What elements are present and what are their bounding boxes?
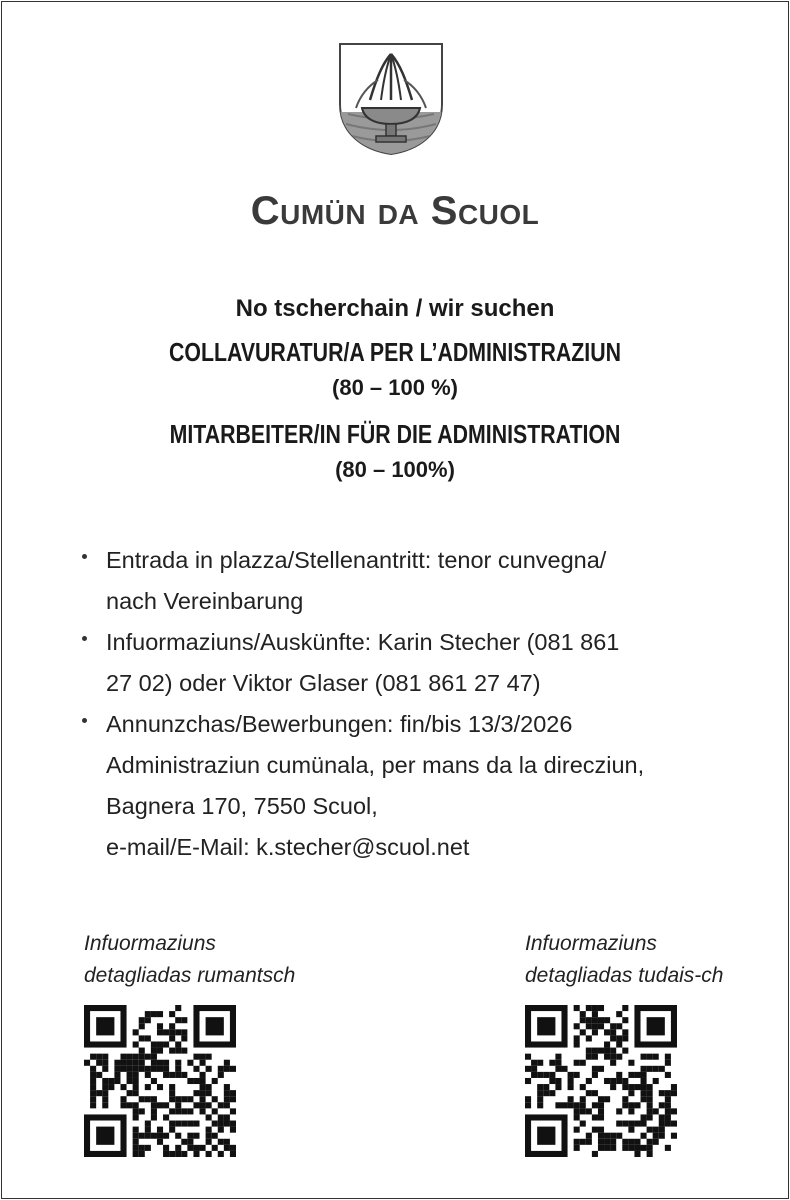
qr-code-icon[interactable] xyxy=(84,1005,236,1157)
list-item-contacts xyxy=(82,622,762,704)
email-line[interactable]: e-mail/E-Mail: k.stecher@scuol.net xyxy=(106,834,470,860)
qr-block-german xyxy=(525,928,775,1157)
job-title-romansh: COLLAVURATUR/A PER L’ADMINISTRAZIUN xyxy=(168,337,622,367)
list-item-line: Annunzchas/Bewerbungen: fin/bis 13/3/2026 xyxy=(106,711,573,737)
list-item-line: Administraziun cumünala, per mans da la direcziun, xyxy=(106,752,645,778)
list-item-line: 27 02) oder Viktor Glaser (081 861 27 47) xyxy=(106,670,541,696)
list-item-applications xyxy=(82,704,762,868)
qr-caption: Infuormaziuns xyxy=(84,932,216,955)
qr-code-icon[interactable] xyxy=(525,1005,677,1157)
qr-caption: detagliadas tudais-ch xyxy=(525,964,724,987)
workload-romansh: (80 – 100 %) xyxy=(332,375,458,400)
fountain-crest-icon xyxy=(338,42,444,156)
bullet-icon xyxy=(82,636,87,641)
list-item-start-date xyxy=(82,540,762,622)
heading-intro: No tscherchain / wir suchen xyxy=(235,295,555,322)
details-list xyxy=(82,540,762,868)
list-item-line: nach Vereinbarung xyxy=(106,588,304,614)
qr-block-romansh xyxy=(84,928,334,1157)
list-item-line: Bagnera 170, 7550 Scuol, xyxy=(106,793,378,819)
qr-caption: Infuormaziuns xyxy=(525,932,657,955)
list-item-line: Infuormaziuns/Auskünfte: Karin Stecher (081 861 xyxy=(106,629,620,655)
bullet-icon xyxy=(82,718,87,723)
brand-name: Cumün da Scuol xyxy=(250,189,540,233)
qr-caption: detagliadas rumantsch xyxy=(84,964,296,987)
job-title-german: MITARBEITER/IN FÜR DIE ADMINISTRATION xyxy=(169,419,621,449)
workload-german: (80 – 100%) xyxy=(335,457,455,482)
list-item-line: Entrada in plazza/Stellenantritt: tenor cunvegna/ xyxy=(106,547,607,573)
bullet-icon xyxy=(82,554,87,559)
